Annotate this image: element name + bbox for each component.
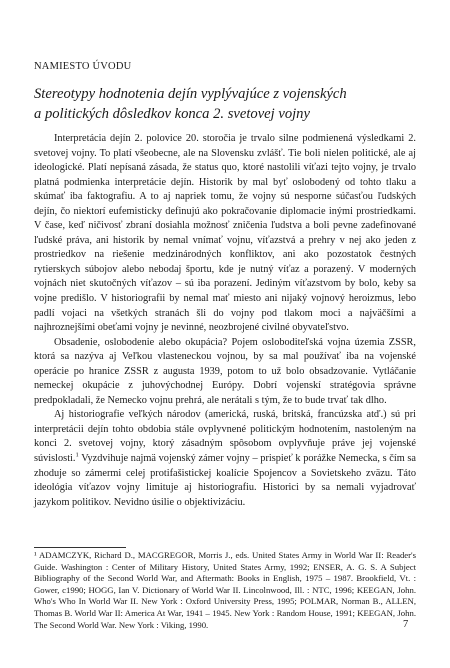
chapter-title-line-2: a politických dôsledkov konca 2. svetovej vojny [34,106,310,122]
chapter-title [34,84,424,124]
footnote-1: ¹ ADAMCZYK, Richard D., MACGREGOR, Morris J., eds. United States Army in World War II: Reader's Guide. Washington : Center of Military History, United States Army, 1992; ENSER, A. G. S. A Subject Bibliography of the Second World War, and Aftermath: Books in English, 1975 – 1987. Brookfield, Vt. : Gower, c1990; HOGG, Ian V. Dictionary of World War II. Lincolnwood, Ill. : NTC, 1996; KEEGAN, John. Who's Who In World War II. New York : Oxford University Press, 1995; POLMAR, Norman B., ALLEN, Thomas B. World War II: America At War, 1941 – 1945. New York : Random House, 1991; KEEGAN, John. The Second World War. New York : Viking, 1990. [34,550,416,630]
paragraph-1: Interpretácia dejín 2. polovice 20. storočia je trvalo silne podmienená výsledkami 2. svetovej vojny. To platí všeobecne, ale na Slovensku zvlášť. Tie boli nielen politické, ale aj ideologické. Platí nepísaná zásada, že status quo, ktoré nastolili víťazi tejto vojny, je trvalo platná podmienka interpretácie dejín. Historik by mal byť oslobodený od tohto tlaku a skúmať iba faktografiu. A to aj napriek tomu, že vojny sú nesporne súčasťou ľudských dejín, čo niektorí eufemisticky definujú ako pokračovanie diplomacie inými prostriedkami. V čase, keď ničivosť zbraní dosiahla možnosť zničenia ľudstva a boli pevne zadefinované ľudské práva, ani historik by nemal vnímať vojnu, víťazstvá a prehry v nej ako jeden z prostriedkov na riešenie medzinárodných konfliktov, ani ako pozostatok čestných rytierskych súbojov alebo nebodaj športu, kde je nutný víťaz a porazený. V moderných vojnách niet skutočných víťazov – sú iba porazení. Jediným víťazstvom by bolo, keby sa vojne predišlo. V historiografii by nemal mať miesto ani nijaký vojnový heroizmus, lebo padlí vojaci na všetkých stranách šli do vojny pod tlakom moci a najväčšími a najhroznejšími obeťami vojny je nevinné, neozbrojené civilné obyvateľstvo. [34,133,416,334]
footnotes [34,550,416,631]
paragraph-3-part-1: Aj historiografie veľkých národov (americká, ruská, britská, francúzska atď.) sú pri interpretácii dejín tohto obdobia stále ovplyvnené politickým hodnotením, nastoleným na konci 2. svetovej vojny, ktorý zásadným spôsobom ovplyvňuje práve jej vojenské súvislosti. [34,409,416,465]
paragraph-3-part-2: Vyzdvihuje najmä vojenský zámer vojny – prispieť k porážke Nemecka, s čím sa zhoduje so zámermi celej protifašistickej koalície Spojencov a Sovietskeho zväzu. Táto ideológia víťazov vojny limituje aj historiografiu. Historici by sa nemali vyjadrovať jazykom politikov. Nevidno úsilie o objektivizáciu. [34,453,416,508]
paragraph-3 [34,408,416,510]
body-text [34,132,416,510]
footnote-divider [34,547,126,548]
section-label: NAMIESTO ÚVODU [34,61,132,72]
page-number: 7 [403,619,409,630]
chapter-title-line-1: Stereotypy hodnotenia dejín vyplývajúce z vojenských [34,86,347,102]
paragraph-2: Obsadenie, oslobodenie alebo okupácia? Pojem osloboditeľská vojna územia ZSSR, ktorá sa nazýva aj Veľkou vlasteneckou vojnou, by sa mal používať iba na vojenské operácie po hranice ZSSR z augusta 1939, potom to už bolo obsadzovanie. Vytláčanie nemeckej okupácie z juhovýchodnej Európy. Dobrí vojenskí stratégovia správne predpokladali, že Nemecko vojnu prehrá, ale nerátali s tým, že to bude trvať tak dlho. [34,336,416,406]
footnote-reference[interactable]: 1 [75,451,79,459]
